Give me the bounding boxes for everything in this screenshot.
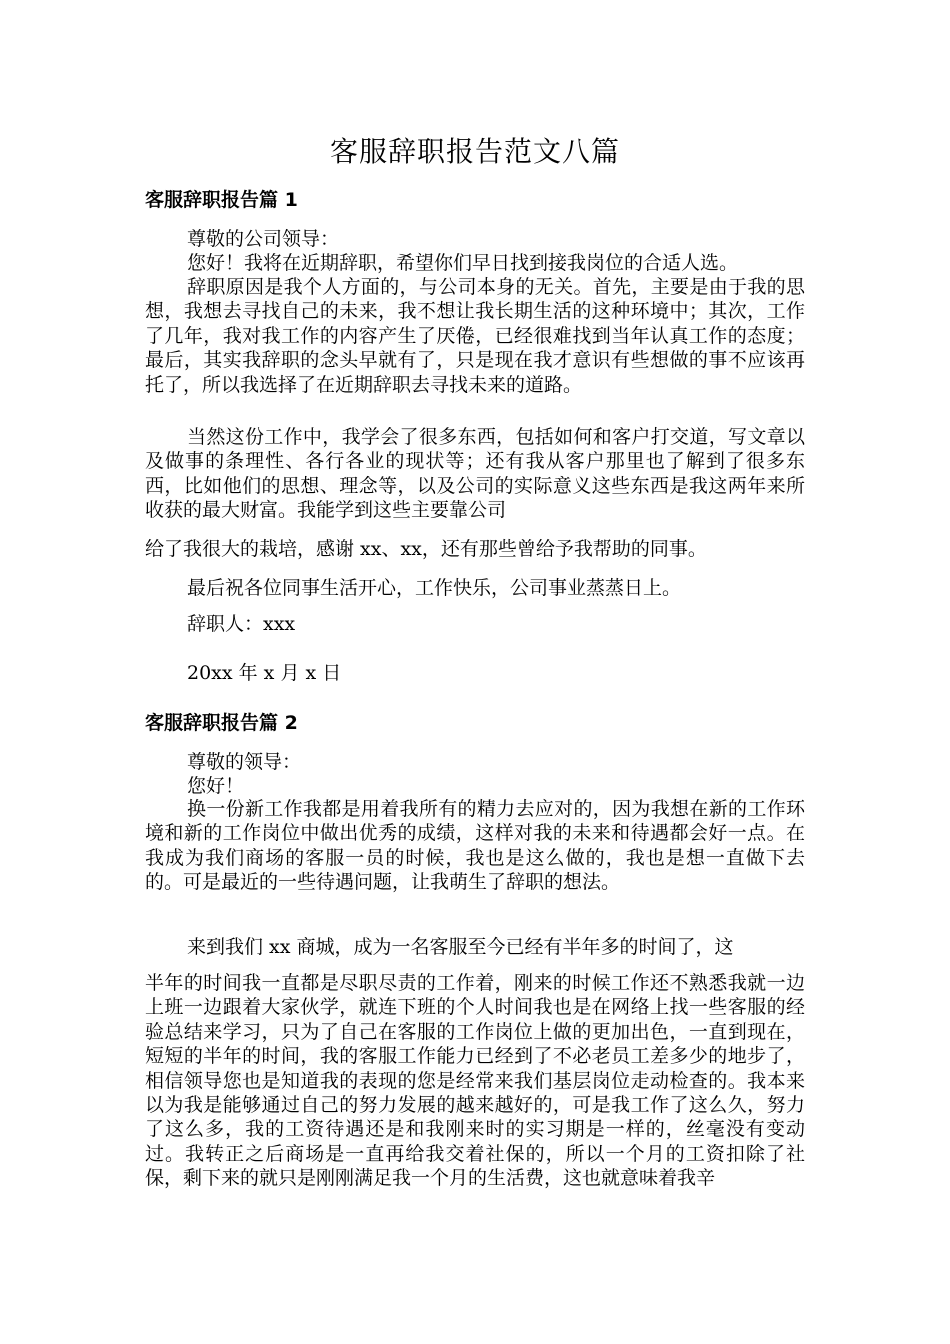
date-1: 20xx 年 x 月 x 日 bbox=[187, 662, 342, 684]
paragraph-2-2-rest: 半年的时间我一直都是尽职尽责的工作着，刚来的时候工作还不熟悉我就一边上班一边跟着大家伙学，就连下班的个人时间我也是在网络上找一些客服的经验总结来学习，只为了自己在客服的工作岗位上做的更加出色，一直到现在，短短的半年的时间，我的客服工作能力已经到了不必老员工差多少的地步了，相信领导您也是知道我的表现的您是经常来我们基层岗位走动检查的。我本来以为我是能够通过自己的努力发展的越来越好的，可是我工作了这么久，努力了这么多，我的工资待遇还是和我刚来时的实习期是一样的，丝毫没有变动过。我转正之后商场是一直再给我交着社保的，所以一个月的工资扣除了社保，剩下来的就只是刚刚满足我一个月的生活费，这也就意味着我辛 bbox=[145, 972, 805, 1190]
salutation-1: 尊敬的公司领导： bbox=[187, 228, 340, 250]
paragraph-2-1: 换一份新工作我都是用着我所有的精力去应对的，因为我想在新的工作环境和新的工作岗位中做出优秀的成绩，这样对我的未来和待遇都会好一点。在我成为我们商场的客服一员的时候，我也是这么做的，我也是想一直做下去的。可是最近的一些待遇问题，让我萌生了辞职的想法。 bbox=[145, 798, 805, 894]
paragraph-1-2: 当然这份工作中，我学会了很多东西，包括如何和客户打交道，写文章以及做事的条理性、各行各业的现状等；还有我从客户那里也了解到了很多东西，比如他们的思想、理念等，以及公司的实际意义这些东西是我这两年来所收获的最大财富。我能学到这些主要靠公司 bbox=[145, 426, 805, 522]
closing-1: 最后祝各位同事生活开心，工作快乐，公司事业蒸蒸日上。 bbox=[187, 577, 682, 599]
salutation-2: 尊敬的领导： bbox=[187, 751, 302, 773]
section-heading-1: 客服辞职报告篇 1 bbox=[145, 189, 298, 211]
paragraph-1-1: 辞职原因是我个人方面的，与公司本身的无关。首先，主要是由于我的思想，我想去寻找自己的未来，我不想让我长期生活的这种环境中；其次，工作了几年，我对我工作的内容产生了厌倦，已经很难找到当年认真工作的态度；最后，其实我辞职的念头早就有了，只是现在我才意识有些想做的事不应该再托了，所以我选择了在近期辞职去寻找未来的道路。 bbox=[145, 276, 805, 396]
section-heading-2: 客服辞职报告篇 2 bbox=[145, 712, 298, 734]
greeting-1: 您好！我将在近期辞职，希望你们早日找到接我岗位的合适人选。 bbox=[187, 252, 739, 274]
document-title: 客服辞职报告范文八篇 bbox=[329, 135, 620, 168]
signature-1: 辞职人：xxx bbox=[187, 613, 296, 635]
greeting-2: 您好！ bbox=[187, 775, 245, 797]
paragraph-2-2-first-line: 来到我们 xx 商城，成为一名客服至今已经有半年多的时间了，这 bbox=[187, 936, 734, 958]
paragraph-1-2-continued: 给了我很大的栽培，感谢 xx、xx，还有那些曾给予我帮助的同事。 bbox=[145, 538, 707, 560]
